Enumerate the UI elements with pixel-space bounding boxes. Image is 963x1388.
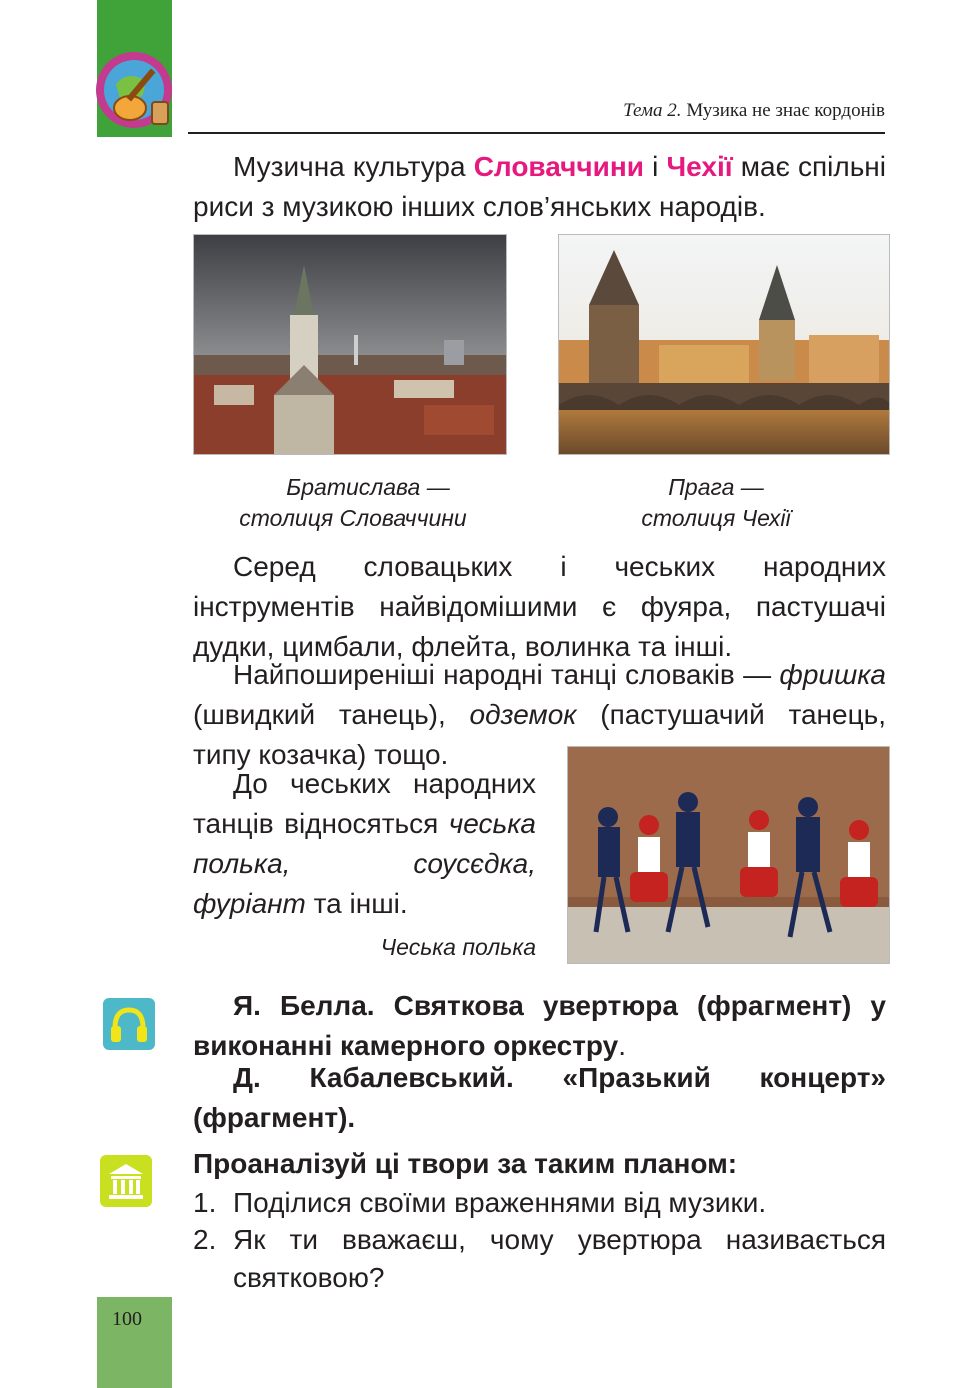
highlight-slovakia: Словаччини [473, 151, 644, 182]
intro-text-end: має спільні риси з музикою інших слов’янських народів. [193, 151, 886, 222]
intro-text-start: Музична культура [233, 151, 474, 182]
bratislava-caption [193, 472, 513, 534]
intro-paragraph [193, 147, 886, 227]
header-divider [188, 132, 885, 134]
czech-dances-paragraph [193, 764, 536, 924]
intro-text-and: і [644, 151, 667, 182]
topic-label: Тема 2. [623, 100, 682, 121]
museum-icon [100, 1155, 152, 1207]
task-item-2-text: Як ти вважаєш, чому увертюра називається святковою? [233, 1224, 886, 1293]
prague-caption [558, 472, 874, 534]
headphones-icon [103, 998, 155, 1050]
topic-emblem-icon [90, 44, 182, 136]
bratislava-caption-line2: столиця Словаччини [239, 505, 467, 531]
task-item-1-text: Поділися своїми враженнями від музики. [233, 1187, 767, 1218]
task-item-2-number: 2. [193, 1224, 217, 1255]
czech-dances-text-1: До чеських народних танців відносяться [193, 768, 536, 839]
slovak-dances-text-3: (пастушачий танець, типу козачка) тощо. [193, 699, 886, 770]
listening-item-1 [193, 986, 886, 1066]
topic-title: Музика не знає кордонів [686, 100, 885, 121]
listening-item-2: Д. Кабалевський. «Празький концерт» (фрагмент). [193, 1062, 886, 1133]
task-item-2 [193, 1221, 886, 1297]
polka-caption: Чеська полька [380, 934, 536, 960]
polka-photo [567, 746, 890, 964]
instruments-paragraph: Серед словацьких і чеських народних інструментів найвідомішими є фуяра, пастушачі дудки, цимбали, флейта, волинка та інші. [193, 551, 886, 662]
page-number: 100 [112, 1308, 142, 1330]
prague-photo [558, 234, 890, 455]
slovak-dances-text-2: (швидкий танець), [193, 699, 470, 730]
running-header [560, 100, 885, 122]
czech-dances-names: чеська полька, соусєдка, фуріант [193, 808, 536, 919]
listening-item-1-text: Я. Белла. Святкова увертюра (фрагмент) у виконанні камерного оркестру [193, 990, 886, 1061]
prague-caption-line2: столиця Чехії [641, 505, 791, 531]
slovak-dances-text-1: Найпоширеніші народні танці словаків — [233, 659, 780, 690]
highlight-czech: Чехії [666, 151, 733, 182]
task-heading: Проаналізуй ці твори за таким планом: [193, 1148, 738, 1179]
dance-odzemok: одземок [469, 699, 577, 730]
bratislava-caption-line1: Братислава — [286, 474, 450, 500]
prague-caption-line1: Прага — [668, 474, 764, 500]
listening-item-1-end: . [618, 1030, 627, 1061]
czech-dances-text-2: та інші. [305, 888, 408, 919]
dance-frishka: фришка [779, 659, 886, 690]
task-item-1 [193, 1184, 886, 1222]
task-item-1-number: 1. [193, 1187, 217, 1218]
bratislava-photo [193, 234, 507, 455]
